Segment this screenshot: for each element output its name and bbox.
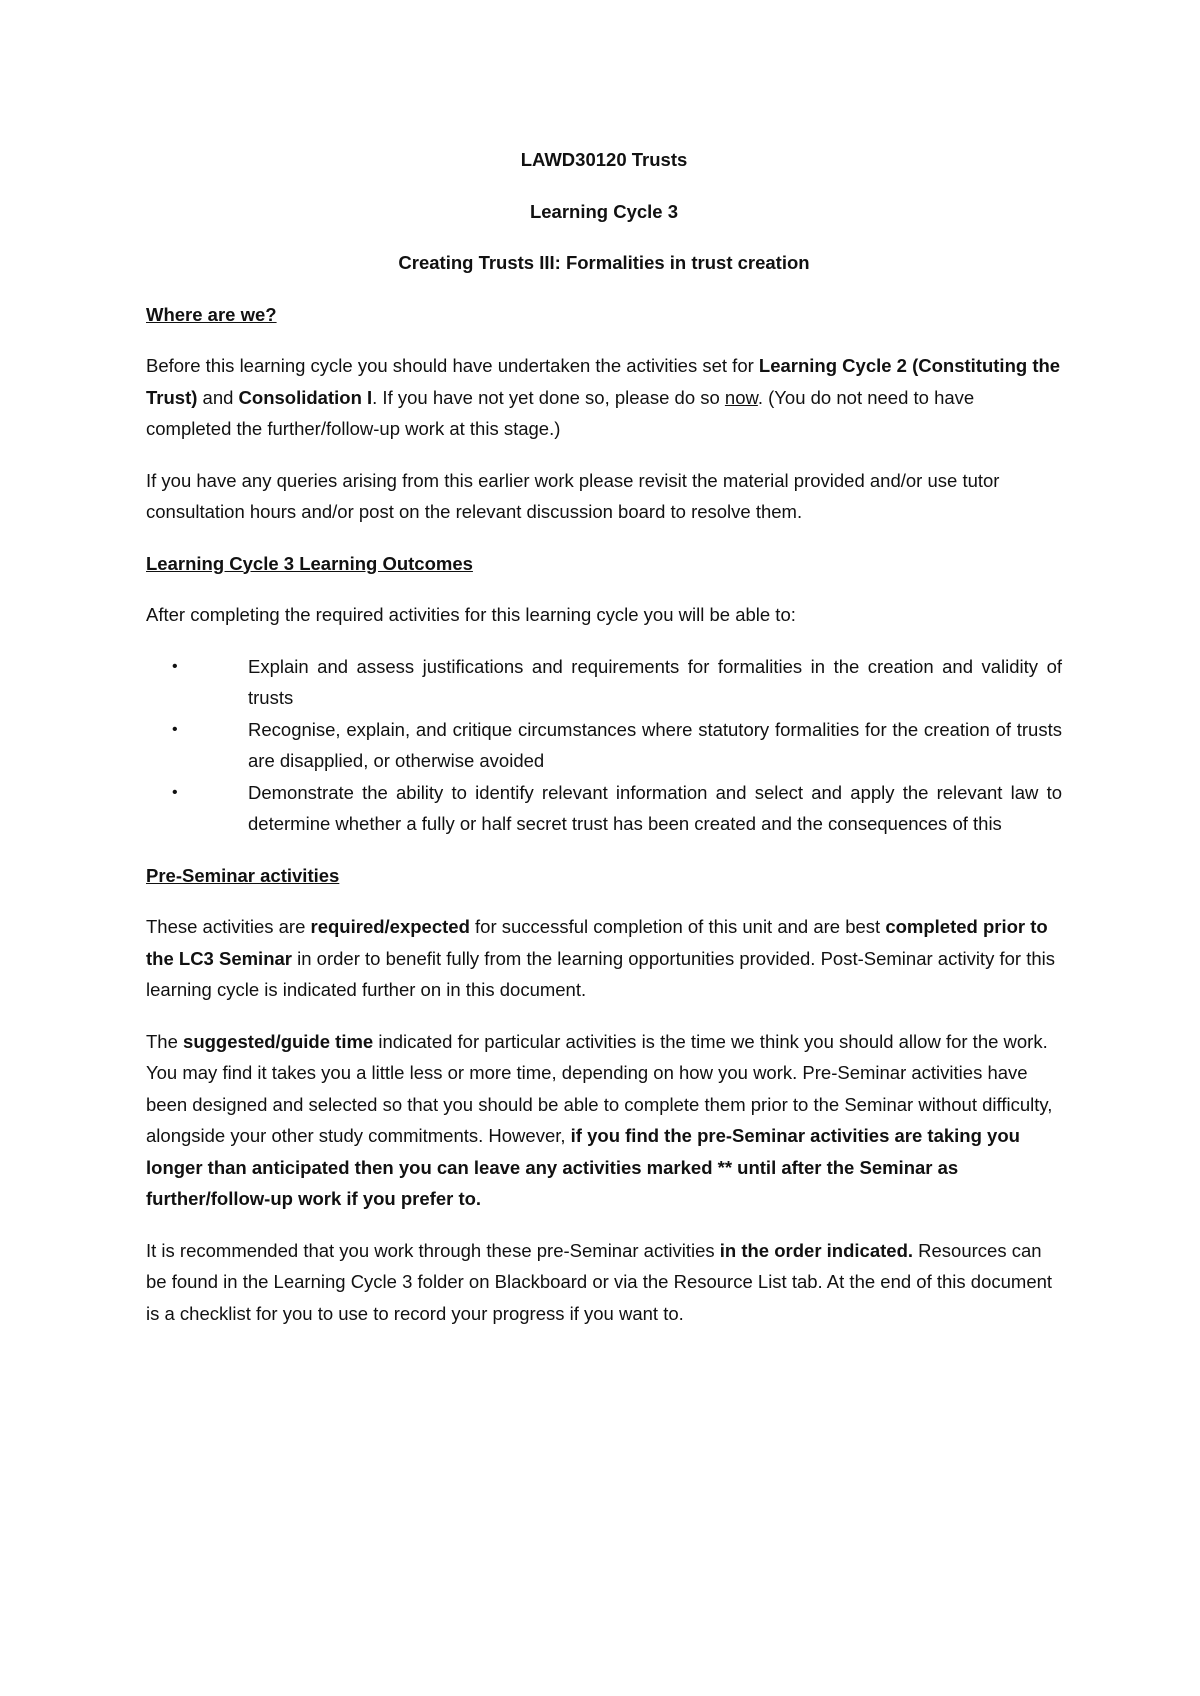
learning-outcomes-heading: Learning Cycle 3 Learning Outcomes	[146, 552, 473, 574]
list-item-text: Demonstrate the ability to identify relevant information and select and apply the relevant law to determine whether a fully or half secret trust has been created and the consequences of this	[248, 781, 1062, 834]
underlined-run: now	[724, 386, 758, 408]
list-item	[146, 714, 1062, 777]
bullet-icon: •	[172, 720, 178, 738]
text-run: indicated for particular activities is the time we think you should allow for the work. You may find it takes you a little less or more time, depending on how you work. Pre-Seminar activities have been designed and selected so that you should be able to complete them prior to the Seminar without difficulty, alongside your other study commitments. However,	[146, 1030, 1053, 1146]
text-run: . (You do not need to have completed the further/follow-up work at this stage.)	[146, 386, 975, 439]
pre-seminar-paragraph-2	[146, 1026, 1062, 1215]
bold-run: Consolidation I	[238, 386, 373, 408]
text-run: and	[197, 386, 239, 408]
text-run: The	[146, 1030, 184, 1052]
document-content	[146, 144, 1062, 1349]
pre-seminar-paragraph-3	[146, 1235, 1062, 1330]
unit-code-title: LAWD30120 Trusts	[520, 149, 688, 170]
bold-run: completed prior to the LC3 Seminar	[146, 916, 1048, 969]
text-run: These activities are	[146, 916, 311, 937]
bold-run: if you find the pre-Seminar activities are taking you longer than anticipated then you can leave any activities marked ** until after the Seminar as further/follow-up work if you prefer to.	[146, 1125, 1020, 1209]
bullet-icon: •	[172, 783, 178, 801]
text-run: Before this learning cycle you should have undertaken the activities set for	[146, 355, 759, 376]
text-run: Resources can be found in the Learning Cycle 3 folder on Blackboard or via the Resource List tab. At the end of this document is a checklist for you to use to record your progress if you want to.	[146, 1239, 1053, 1324]
text-run: in order to benefit fully from the learning opportunities provided. Post-Seminar activity for this learning cycle is indicated further on in this document.	[146, 947, 1055, 1000]
list-item	[146, 777, 1062, 840]
learning-outcomes-intro: After completing the required activities for this learning cycle you will be able to:	[146, 604, 796, 625]
bold-run: Learning Cycle 2 (Constituting the Trust)	[146, 355, 1061, 408]
where-are-we-paragraph-2: If you have any queries arising from this earlier work please revisit the material provided and/or use tutor consultation hours and/or post on the relevant discussion board to resolve them.	[146, 469, 1000, 522]
learning-cycle-title: Learning Cycle 3	[529, 200, 679, 222]
topic-title: Creating Trusts III: Formalities in trust creation	[398, 252, 810, 273]
where-are-we-paragraph-1	[146, 350, 1062, 445]
text-run: for successful completion of this unit and are best	[469, 916, 886, 937]
bullet-icon: •	[172, 657, 178, 675]
pre-seminar-paragraph-1	[146, 911, 1062, 1006]
list-item-text: Explain and assess justifications and requirements for formalities in the creation and validity of trusts	[248, 655, 1062, 708]
bold-run: suggested/guide time	[183, 1030, 374, 1052]
learning-outcomes-list	[146, 651, 1062, 840]
where-are-we-heading: Where are we?	[146, 303, 277, 325]
list-item	[146, 651, 1062, 714]
list-item-text: Recognise, explain, and critique circumstances where statutory formalities for the creation of trusts are disapplied, or otherwise avoided	[248, 718, 1062, 771]
bold-run: in the order indicated.	[719, 1239, 914, 1261]
text-run: . If you have not yet done so, please do so	[372, 386, 725, 408]
pre-seminar-heading: Pre-Seminar activities	[146, 864, 340, 886]
text-run: It is recommended that you work through these pre-Seminar activities	[146, 1239, 720, 1261]
bold-run: required/expected	[310, 916, 470, 937]
